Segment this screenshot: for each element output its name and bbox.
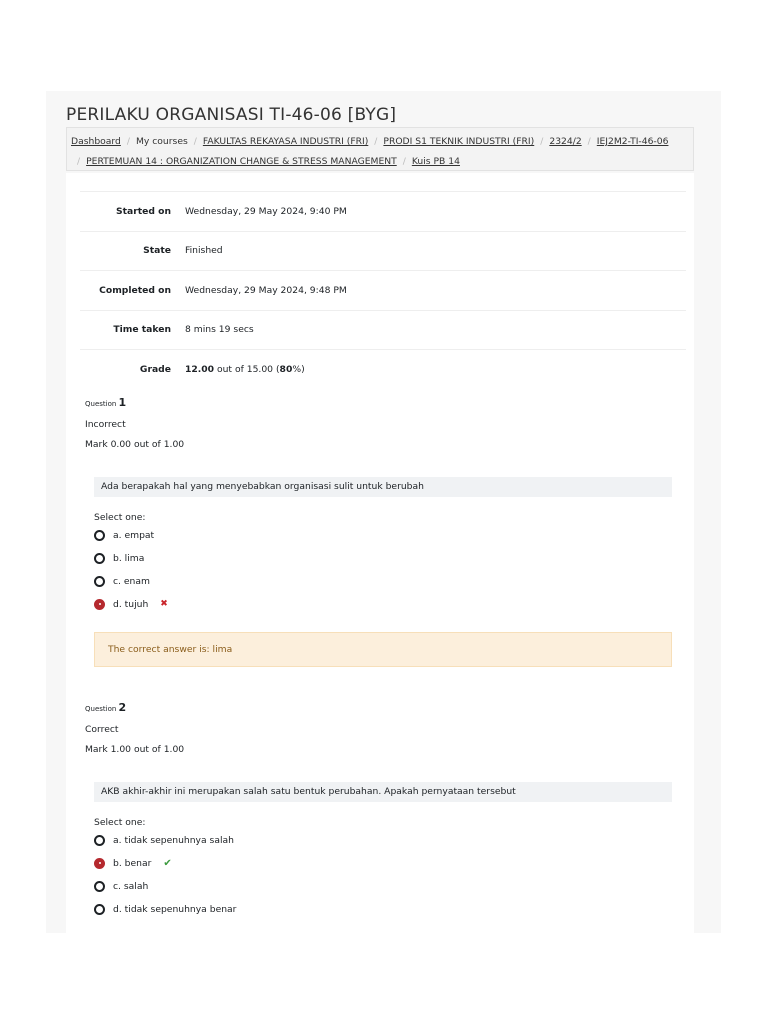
option-label: d. tujuh: [113, 598, 149, 610]
radio-icon[interactable]: [94, 835, 105, 846]
page-title: PERILAKU ORGANISASI TI-46-06 [BYG]: [66, 105, 397, 125]
option-label: a. empat: [113, 529, 155, 541]
question-2-info: [85, 698, 184, 761]
option-label: b. benar: [113, 857, 152, 869]
question-1-text: Ada berapakah hal yang menyebabkan organisasi sulit untuk berubah: [94, 477, 672, 497]
question-1-option-c[interactable]: [94, 573, 150, 589]
grade-score: 12.00: [185, 363, 215, 375]
question-number: Question 2: [85, 701, 127, 714]
state-label: State: [143, 245, 171, 257]
summary-row-started: [80, 192, 686, 232]
started-label: Started on: [116, 205, 171, 217]
breadcrumb-faculty[interactable]: FAKULTAS REKAYASA INDUSTRI (FRI): [202, 136, 369, 147]
breadcrumb-course[interactable]: IEJ2M2-TI-46-06: [596, 136, 669, 147]
question-2-text: AKB akhir-akhir ini merupakan salah satu bentuk perubahan. Apakah pernyataan tersebut: [94, 782, 672, 802]
question-1-option-a[interactable]: [94, 527, 154, 543]
question-2-option-a[interactable]: [94, 832, 234, 848]
question-status: Incorrect: [85, 418, 126, 430]
question-1-option-b[interactable]: [94, 550, 144, 566]
correct-check-icon: ✔: [163, 857, 172, 869]
started-value: Wednesday, 29 May 2024, 9:40 PM: [185, 205, 347, 217]
question-2-select-label: Select one:: [94, 817, 146, 828]
attempt-summary-table: [80, 191, 686, 389]
grade-percent: 80: [279, 363, 293, 375]
breadcrumb-dashboard[interactable]: Dashboard: [71, 136, 121, 147]
option-label: c. salah: [113, 880, 149, 892]
summary-row-state: [80, 232, 686, 272]
breadcrumb: Dashboard / My courses / FAKULTAS REKAYASA INDUSTRI (FRI) / PRODI S1 TEKNIK INDUSTRI (FRI) / 2324/2 / IEJ2M2-TI-46-06 / PERTEMUAN 14 : ORGANIZATION CHANGE & STRESS MANAGEMENT / Kuis PB 14: [66, 127, 694, 171]
grade-percent-suffix: %): [292, 363, 305, 375]
breadcrumb-term[interactable]: 2324/2: [549, 136, 582, 147]
option-label: b. lima: [113, 552, 145, 564]
summary-row-completed: [80, 271, 686, 311]
breadcrumb-program[interactable]: PRODI S1 TEKNIK INDUSTRI (FRI): [383, 136, 535, 147]
option-label: c. enam: [113, 575, 150, 587]
summary-row-grade: [80, 350, 686, 389]
radio-icon[interactable]: [94, 553, 105, 564]
radio-icon[interactable]: [94, 881, 105, 892]
completed-label: Completed on: [99, 284, 171, 296]
question-2-option-b[interactable]: [94, 855, 172, 871]
breadcrumb-section[interactable]: PERTEMUAN 14 : ORGANIZATION CHANGE & STRESS MANAGEMENT: [86, 156, 397, 167]
grade-label: Grade: [139, 363, 171, 375]
question-1-option-d[interactable]: [94, 596, 168, 612]
breadcrumb-my-courses: My courses: [135, 136, 188, 147]
question-1-feedback: The correct answer is: lima: [94, 632, 672, 667]
option-label: d. tidak sepenuhnya benar: [113, 903, 237, 915]
question-2-option-c[interactable]: [94, 878, 148, 894]
option-label: a. tidak sepenuhnya salah: [113, 834, 234, 846]
summary-row-time: [80, 311, 686, 351]
question-1-info: [85, 393, 184, 456]
quiz-review-page: [46, 91, 721, 933]
question-mark: Mark 0.00 out of 1.00: [85, 439, 185, 450]
question-status: Correct: [85, 723, 119, 735]
completed-value: Wednesday, 29 May 2024, 9:48 PM: [185, 284, 347, 296]
radio-icon[interactable]: [94, 904, 105, 915]
question-2-option-d[interactable]: [94, 901, 236, 917]
radio-icon[interactable]: [94, 576, 105, 587]
radio-selected-icon[interactable]: [94, 858, 105, 869]
radio-selected-icon[interactable]: [94, 599, 105, 610]
question-mark: Mark 1.00 out of 1.00: [85, 744, 185, 755]
question-number: Question 1: [85, 396, 127, 409]
breadcrumb-quiz[interactable]: Kuis PB 14: [411, 156, 460, 167]
quiz-review-card: [66, 173, 694, 933]
grade-out-of: out of 15.00 (: [214, 363, 280, 375]
incorrect-icon: ✖: [160, 599, 168, 609]
time-taken-value: 8 mins 19 secs: [185, 324, 254, 336]
state-value: Finished: [185, 245, 223, 257]
grade-value: [185, 364, 305, 375]
question-1-select-label: Select one:: [94, 512, 146, 523]
radio-icon[interactable]: [94, 530, 105, 541]
time-taken-label: Time taken: [113, 324, 171, 336]
